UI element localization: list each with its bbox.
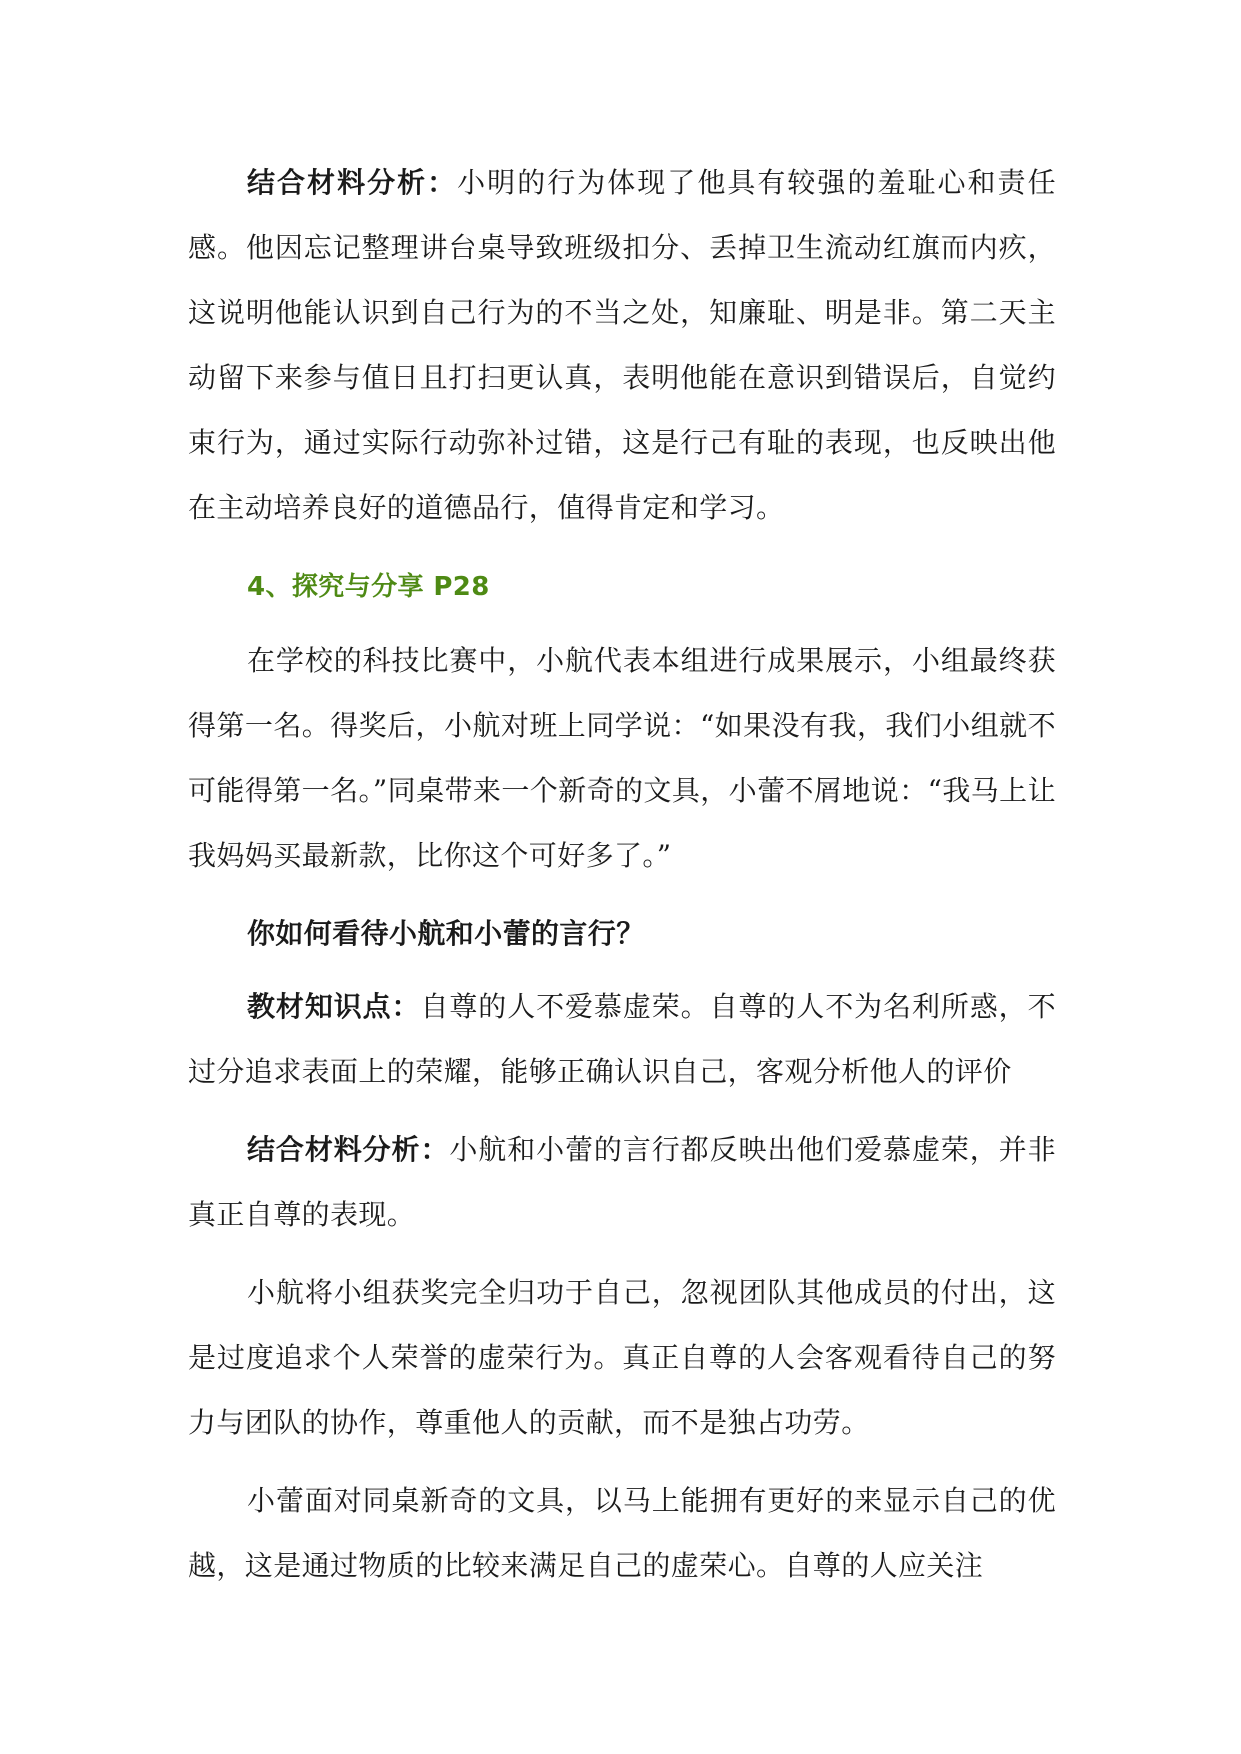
analysis-label-2: 结合材料分析： (247, 1133, 450, 1166)
question-paragraph (188, 901, 1056, 966)
knowledge-label: 教材知识点： (247, 990, 421, 1023)
question-text: 你如何看待小航和小蕾的言行？ (247, 917, 645, 950)
material-paragraph: 在学校的科技比赛中，小航代表本组进行成果展示，小组最终获得第一名。得奖后，小航对班上同学说：“如果没有我，我们小组就不可能得第一名。”同桌带来一个新奇的文具，小蕾不屑地说：“我马上让我妈妈买最新款，比你这个可好多了。” (188, 644, 1056, 872)
knowledge-text: 自尊的人不爱慕虚荣。自尊的人不为名利所惑，不过分追求表面上的荣耀，能够正确认识自己，客观分析他人的评价 (188, 990, 1056, 1088)
analysis-label-1: 结合材料分析： (247, 166, 458, 199)
knowledge-paragraph (188, 974, 1056, 1104)
analysis-paragraph-2 (188, 1117, 1056, 1247)
analysis-text-2: 小航和小蕾的言行都反映出他们爱慕虚荣，并非真正自尊的表现。 (188, 1133, 1056, 1231)
section-4-heading-text: 4、探究与分享 P28 (247, 572, 490, 602)
xiaohang-paragraph: 小航将小组获奖完全归功于自己，忽视团队其他成员的付出，这是过度追求个人荣誉的虚荣行为。真正自尊的人会客观看待自己的努力与团队的协作，尊重他人的贡献，而不是独占功劳。 (188, 1276, 1056, 1439)
analysis-text-1: 小明的行为体现了他具有较强的羞耻心和责任感。他因忘记整理讲台桌导致班级扣分、丢掉卫生流动红旗而内疚，这说明他能认识到自己行为的不当之处，知廉耻、明是非。第二天主动留下来参与值日且打扫更认真，表明他能在意识到错误后，自觉约束行为，通过实际行动弥补过错，这是行己有耻的表现，也反映出他在主动培养良好的道德品行，值得肯定和学习。 (188, 166, 1056, 524)
section-4-heading (188, 553, 1056, 620)
analysis-paragraph-1 (188, 150, 1056, 540)
document-body (188, 150, 1056, 1598)
xiaolei-paragraph: 小蕾面对同桌新奇的文具，以马上能拥有更好的来显示自己的优越，这是通过物质的比较来满足自己的虚荣心。自尊的人应关注 (188, 1484, 1056, 1582)
